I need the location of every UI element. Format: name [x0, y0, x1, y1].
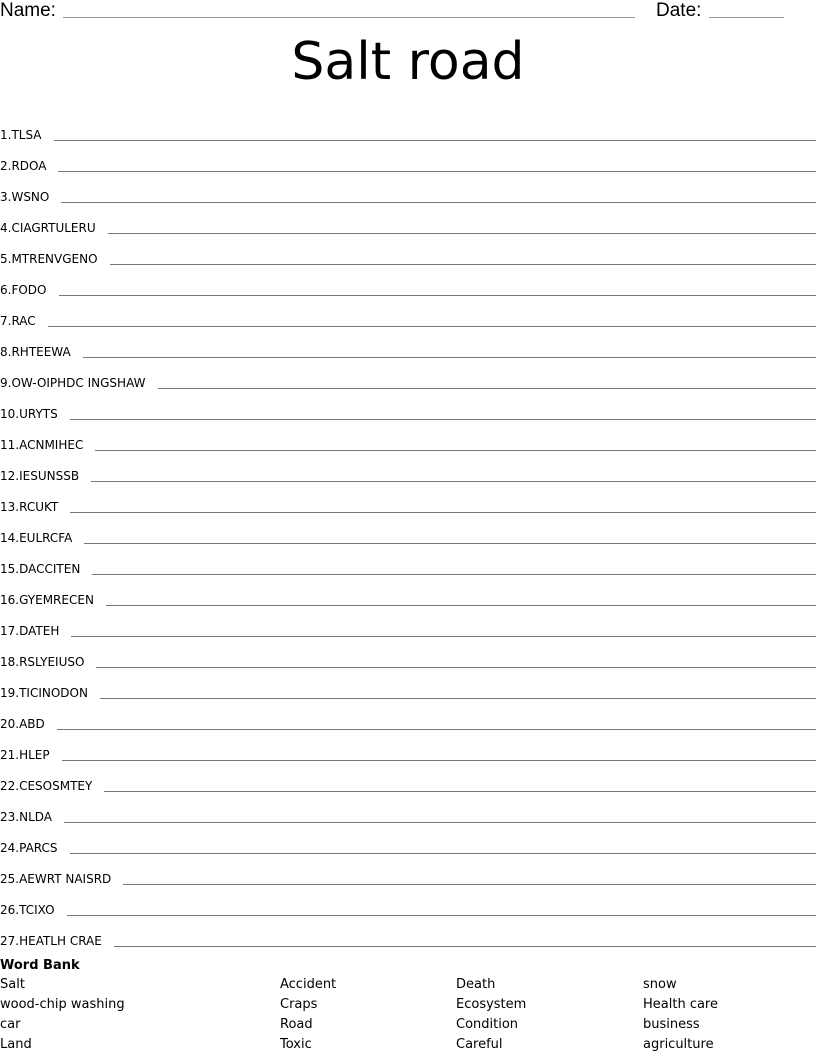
scrambled-word: DATEH — [19, 624, 60, 638]
answer-line[interactable] — [104, 790, 816, 792]
word-bank-item: wood-chip washing — [0, 997, 125, 1012]
puzzle-row — [0, 421, 816, 452]
answer-line[interactable] — [114, 945, 816, 947]
word-bank-item: Death — [456, 977, 496, 992]
puzzle-row — [0, 328, 816, 359]
puzzle-number: 26. — [0, 903, 20, 917]
puzzle-row — [0, 142, 816, 173]
puzzle-number: 14. — [0, 531, 20, 545]
answer-line[interactable] — [95, 449, 816, 451]
word-bank-item: Accident — [280, 977, 337, 992]
answer-line[interactable] — [58, 170, 816, 172]
scrambled-word: TLSA — [11, 128, 42, 142]
scrambled-word: HLEP — [19, 748, 50, 762]
puzzle-number: 27. — [0, 934, 20, 948]
puzzle-row — [0, 390, 816, 421]
answer-line[interactable] — [106, 604, 816, 606]
answer-line[interactable] — [70, 418, 816, 420]
answer-line[interactable] — [70, 852, 816, 854]
answer-line[interactable] — [100, 697, 816, 699]
puzzle-number: 1. — [0, 128, 12, 142]
date-field-line[interactable] — [709, 17, 784, 18]
answer-line[interactable] — [96, 666, 816, 668]
puzzle-number: 25. — [0, 872, 20, 886]
date-label: Date: — [656, 0, 702, 21]
puzzle-number: 5. — [0, 252, 12, 266]
word-bank — [0, 957, 816, 1056]
scrambled-word: MTRENVGENO — [11, 252, 98, 266]
scrambled-word: PARCS — [19, 841, 58, 855]
word-bank-item: Ecosystem — [456, 997, 527, 1012]
scrambled-word: RHTEEWA — [11, 345, 71, 359]
scrambled-word: RAC — [11, 314, 36, 328]
scrambled-word: RDOA — [11, 159, 47, 173]
answer-line[interactable] — [48, 325, 816, 327]
puzzle-number: 2. — [0, 159, 12, 173]
answer-line[interactable] — [92, 573, 816, 575]
puzzle-number: 17. — [0, 624, 20, 638]
puzzle-row — [0, 173, 816, 204]
puzzle-number: 21. — [0, 748, 20, 762]
puzzle-row — [0, 855, 816, 886]
scrambled-word: RCUKT — [19, 500, 59, 514]
puzzle-row — [0, 824, 816, 855]
puzzle-number: 4. — [0, 221, 12, 235]
scrambled-word: CESOSMTEY — [19, 779, 93, 793]
puzzle-number: 23. — [0, 810, 20, 824]
word-bank-item: Road — [280, 1017, 313, 1032]
puzzle-row — [0, 483, 816, 514]
puzzle-row — [0, 762, 816, 793]
word-bank-item: Land — [0, 1037, 32, 1052]
word-bank-item: Health care — [643, 997, 718, 1012]
word-bank-item: Craps — [280, 997, 318, 1012]
word-bank-title: Word Bank — [0, 958, 80, 973]
scrambled-word: ACNMIHEC — [19, 438, 84, 452]
scrambled-word: RSLYEIUSO — [19, 655, 85, 669]
puzzle-number: 16. — [0, 593, 20, 607]
scrambled-word: TCIXO — [19, 903, 55, 917]
word-bank-item: snow — [643, 977, 677, 992]
scrambled-word: ABD — [19, 717, 45, 731]
puzzle-number: 24. — [0, 841, 20, 855]
puzzle-number: 12. — [0, 469, 20, 483]
puzzle-number: 11. — [0, 438, 20, 452]
scrambled-word: GYEMRECEN — [19, 593, 94, 607]
scrambled-word: OW-OIPHDC INGSHAW — [11, 376, 146, 390]
word-bank-item: business — [643, 1017, 700, 1032]
puzzle-number: 3. — [0, 190, 12, 204]
puzzle-row — [0, 452, 816, 483]
name-field-line[interactable] — [63, 17, 635, 18]
page-title: Salt road — [291, 32, 525, 92]
puzzle-row — [0, 545, 816, 576]
answer-line[interactable] — [110, 263, 816, 265]
word-bank-item: Careful — [456, 1037, 503, 1052]
scrambled-word: TICINODON — [19, 686, 88, 700]
answer-line[interactable] — [123, 883, 816, 885]
word-bank-item: car — [0, 1017, 21, 1032]
puzzle-row — [0, 111, 816, 142]
scrambled-word: FODO — [11, 283, 47, 297]
answer-line[interactable] — [70, 511, 816, 513]
puzzle-row — [0, 731, 816, 762]
answer-line[interactable] — [67, 914, 816, 916]
puzzle-number: 7. — [0, 314, 12, 328]
word-bank-item: Salt — [0, 977, 25, 992]
puzzle-number: 10. — [0, 407, 20, 421]
puzzle-row — [0, 917, 816, 948]
scrambled-word: HEATLH CRAE — [19, 934, 102, 948]
puzzle-row — [0, 359, 816, 390]
answer-line[interactable] — [71, 635, 816, 637]
word-bank-item: Condition — [456, 1017, 519, 1032]
puzzle-number: 22. — [0, 779, 20, 793]
puzzle-row — [0, 204, 816, 235]
puzzle-row — [0, 297, 816, 328]
puzzle-number: 8. — [0, 345, 12, 359]
answer-line[interactable] — [64, 821, 816, 823]
answer-line[interactable] — [61, 201, 816, 203]
answer-line[interactable] — [62, 759, 816, 761]
word-bank-item: agriculture — [643, 1037, 714, 1052]
answer-line[interactable] — [91, 480, 816, 482]
scrambled-word: IESUNSSB — [19, 469, 80, 483]
answer-line[interactable] — [57, 728, 816, 730]
scrambled-word: DACCITEN — [19, 562, 81, 576]
puzzle-row — [0, 669, 816, 700]
scrambled-word: URYTS — [19, 407, 58, 421]
answer-line[interactable] — [158, 387, 816, 389]
answer-line[interactable] — [83, 356, 816, 358]
scrambled-word: AEWRT NAISRD — [19, 872, 112, 886]
puzzle-row — [0, 700, 816, 731]
puzzle-number: 9. — [0, 376, 12, 390]
puzzle-number: 19. — [0, 686, 20, 700]
puzzle-row — [0, 514, 816, 545]
puzzle-list — [0, 111, 816, 948]
answer-line[interactable] — [84, 542, 816, 544]
answer-line[interactable] — [108, 232, 816, 234]
answer-line[interactable] — [59, 294, 816, 296]
scrambled-word: EULRCFA — [19, 531, 73, 545]
scrambled-word: CIAGRTULERU — [11, 221, 96, 235]
answer-line[interactable] — [54, 139, 816, 141]
puzzle-row — [0, 638, 816, 669]
puzzle-row — [0, 266, 816, 297]
puzzle-number: 20. — [0, 717, 20, 731]
header — [0, 0, 816, 24]
name-label: Name: — [0, 0, 56, 21]
scrambled-word: WSNO — [11, 190, 50, 204]
puzzle-row — [0, 576, 816, 607]
puzzle-row — [0, 793, 816, 824]
word-bank-grid — [0, 976, 816, 1056]
puzzle-number: 13. — [0, 500, 20, 514]
puzzle-row — [0, 886, 816, 917]
puzzle-number: 15. — [0, 562, 20, 576]
puzzle-row — [0, 235, 816, 266]
word-bank-item: Toxic — [280, 1037, 312, 1052]
puzzle-number: 6. — [0, 283, 12, 297]
puzzle-number: 18. — [0, 655, 20, 669]
scrambled-word: NLDA — [19, 810, 52, 824]
puzzle-row — [0, 607, 816, 638]
